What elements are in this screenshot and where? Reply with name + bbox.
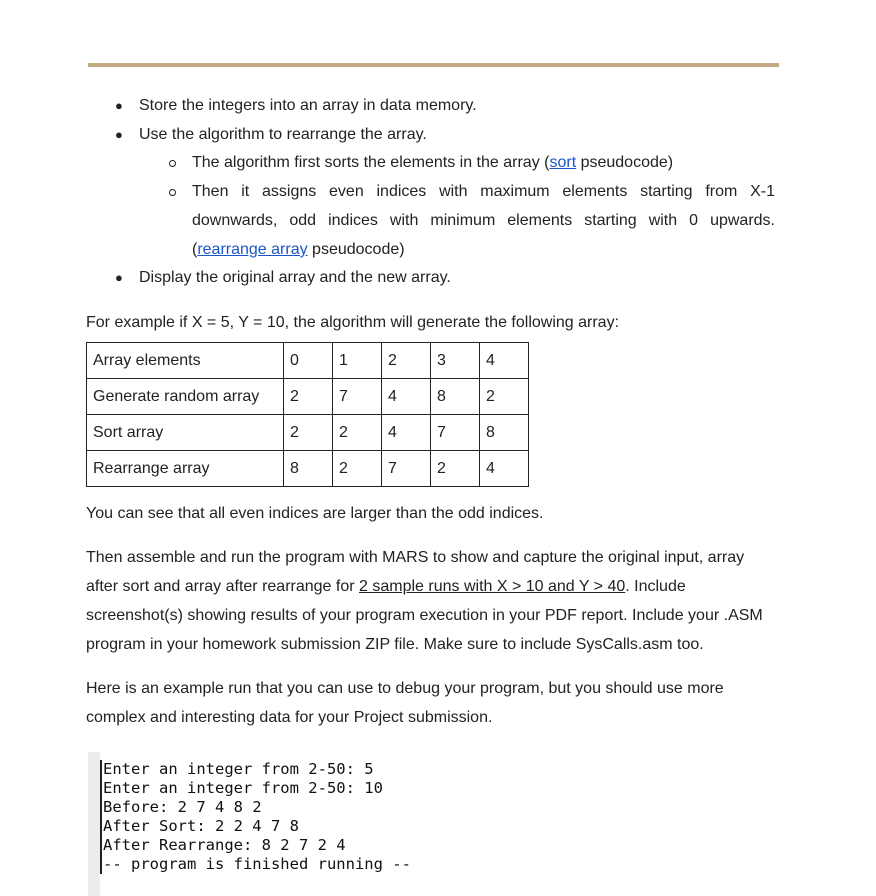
table-cell: 2 bbox=[431, 451, 480, 487]
row-label: Array elements bbox=[87, 343, 284, 379]
console-line: Before: 2 7 4 8 2 bbox=[103, 798, 262, 816]
console-text bbox=[100, 760, 411, 874]
table-row bbox=[87, 415, 529, 451]
table-row bbox=[87, 343, 529, 379]
sub-bullet-icon bbox=[169, 189, 176, 196]
sub-bullet-rearrange-line1: Then it assigns even indices with maximum elements starting from X-1 bbox=[192, 183, 775, 200]
paragraph2-line4: program in your homework submission ZIP file. Make sure to include SysCalls.asm too. bbox=[86, 636, 704, 653]
bullet-display: Display the original array and the new array. bbox=[139, 269, 451, 286]
table-cell: 4 bbox=[480, 451, 529, 487]
p2-suffix: . Include bbox=[625, 578, 686, 595]
table-cell: 4 bbox=[480, 343, 529, 379]
table-cell: 8 bbox=[431, 379, 480, 415]
header-rule bbox=[88, 63, 779, 67]
table-cell: 8 bbox=[284, 451, 333, 487]
console-output-block bbox=[88, 752, 420, 896]
table-cell: 7 bbox=[431, 415, 480, 451]
example-intro: For example if X = 5, Y = 10, the algorithm will generate the following array: bbox=[86, 314, 620, 331]
table-cell: 2 bbox=[284, 415, 333, 451]
paragraph2-line1: Then assemble and run the program with MARS to show and capture the original input, array bbox=[86, 549, 745, 566]
sub-bullet-sort bbox=[192, 153, 673, 173]
paragraph2-line3: screenshot(s) showing results of your program execution in your PDF report. Include your .ASM bbox=[86, 607, 763, 624]
table-row bbox=[87, 451, 529, 487]
sub-bullet-icon bbox=[169, 160, 176, 167]
table-cell: 2 bbox=[284, 379, 333, 415]
table-cell: 2 bbox=[382, 343, 431, 379]
table-cell: 8 bbox=[480, 415, 529, 451]
rearrange-array-link[interactable]: rearrange array bbox=[197, 241, 308, 258]
paragraph3-line2: complex and interesting data for your Project submission. bbox=[86, 709, 493, 726]
sub1-prefix: The algorithm first sorts the elements in the array ( bbox=[192, 154, 550, 171]
console-line: After Sort: 2 2 4 7 8 bbox=[103, 817, 299, 835]
sub1-suffix: pseudocode) bbox=[576, 154, 674, 171]
sub-bullet-rearrange-line3 bbox=[192, 240, 405, 260]
observation-text: You can see that all even indices are larger than the odd indices. bbox=[86, 505, 544, 522]
table-cell: 0 bbox=[284, 343, 333, 379]
table-cell: 3 bbox=[431, 343, 480, 379]
table-cell: 7 bbox=[333, 379, 382, 415]
row-label: Rearrange array bbox=[87, 451, 284, 487]
table-cell: 2 bbox=[333, 415, 382, 451]
paragraph2-line2 bbox=[86, 577, 686, 597]
table-cell: 2 bbox=[333, 451, 382, 487]
table-cell: 4 bbox=[382, 415, 431, 451]
sort-link[interactable]: sort bbox=[549, 154, 577, 171]
sub2-suffix: pseudocode) bbox=[307, 241, 405, 258]
table-cell: 2 bbox=[480, 379, 529, 415]
table-row bbox=[87, 379, 529, 415]
table-cell: 7 bbox=[382, 451, 431, 487]
sample-runs-requirement: 2 sample runs with X > 10 and Y > 40 bbox=[359, 578, 626, 595]
row-label: Generate random array bbox=[87, 379, 284, 415]
sub-bullet-rearrange-line2: downwards, odd indices with minimum elements starting with 0 upwards. bbox=[192, 212, 775, 229]
bullet-icon: ● bbox=[115, 270, 123, 285]
console-line: -- program is finished running -- bbox=[103, 855, 411, 873]
console-line: Enter an integer from 2-50: 10 bbox=[103, 779, 383, 797]
console-line: After Rearrange: 8 2 7 2 4 bbox=[103, 836, 346, 854]
table-cell: 1 bbox=[333, 343, 382, 379]
paragraph3-line1: Here is an example run that you can use to debug your program, but you should use more bbox=[86, 680, 724, 697]
bullet-store: Store the integers into an array in data memory. bbox=[139, 97, 477, 114]
bullet-use: Use the algorithm to rearrange the array. bbox=[139, 126, 427, 143]
p2-prefix: after sort and array after rearrange for bbox=[86, 578, 360, 595]
sub2-prefix: ( bbox=[192, 241, 198, 258]
bullet-icon: ● bbox=[115, 127, 123, 142]
table-cell: 4 bbox=[382, 379, 431, 415]
row-label: Sort array bbox=[87, 415, 284, 451]
console-line: Enter an integer from 2-50: 5 bbox=[103, 760, 374, 778]
array-table bbox=[86, 342, 529, 487]
bullet-icon: ● bbox=[115, 98, 123, 113]
